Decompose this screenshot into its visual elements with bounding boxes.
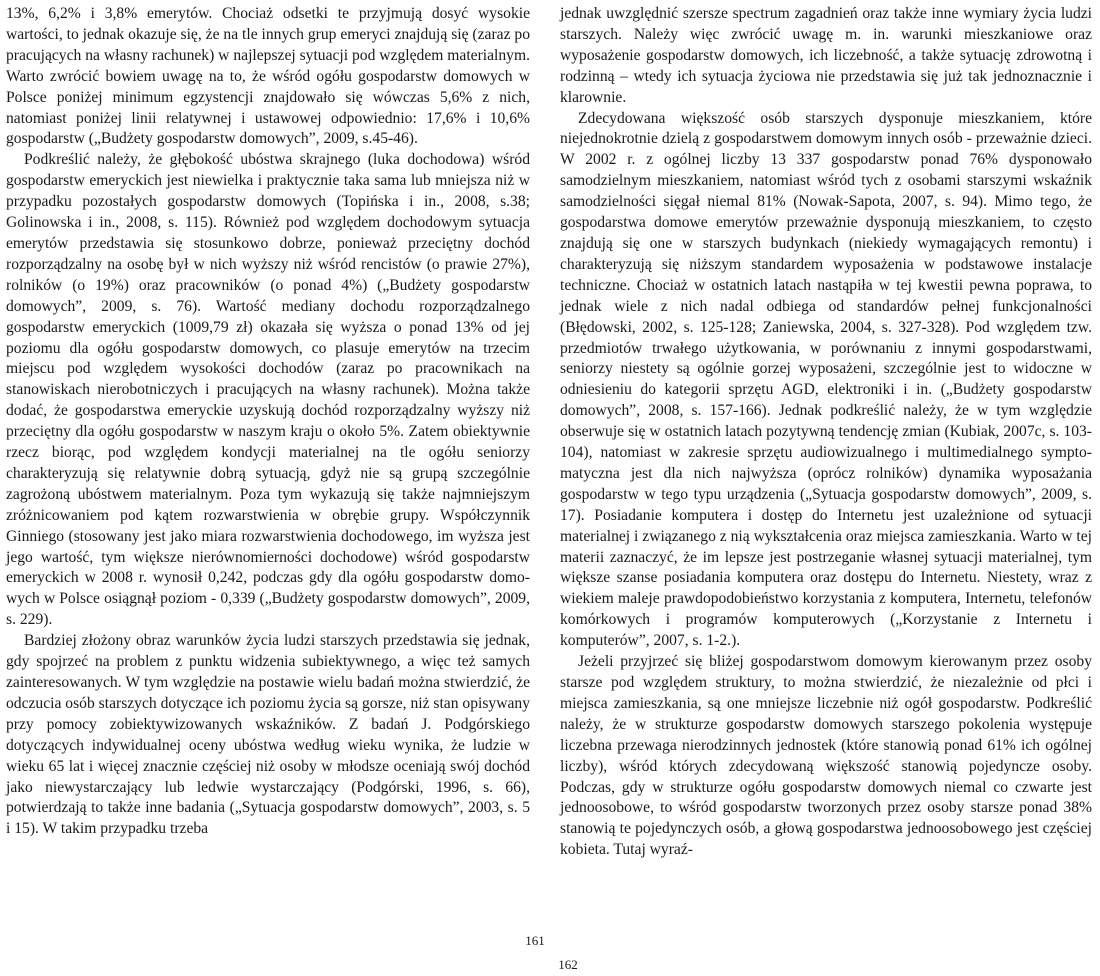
- paragraph: Bardziej złożony obraz warunków życia ludzi starszych przedstawia się jednak, gdy spojrzeć na problem z punktu widzenia subiektywnego, a więc też samych zainteresowanych. W tym względzie na postawie wielu badań można stwierdzić, że odczucia osób starszych dotyczące ich poziomu życia są gorsze, niż stan opisywany przy pomocy zobiektywizowanych wskaźników. Z badań J. Podgórskiego dotyczących indywidualnej oceny ubóstwa według wieku wynika, że ludzie w wieku 65 lat i więcej znacznie częściej niż osoby w młodsze oceniają swój dochód jako niewystarczający lub ledwie wystarczający (Podgórski, 1996, s. 66), potwierdzają to także inne badania („Sytuacja gospodarstw domowych”, 2003, s. 5 i 15). W takim przypadku trzeba: [6, 632, 530, 838]
- left-column: [6, 4, 530, 840]
- page-number-162: 162: [558, 957, 578, 972]
- paragraph: Podkreślić należy, że głębokość ubóstwa skrajnego (luka dochodowa) wśród gospodarstw emeryckich jest niewielka i praktycznie taka sama lub mniejsza niż w przypadku pozostałych gospodarstw domowych (Topińska i in., 2008, s.38; Golinowska i in., 2008, s. 115). Również pod względem dochodowym sytuacja emerytów przedstawia się stosunkowo dobrze, ponieważ przeciętny dochód rozporządzalny na osobę był w nich wyższy niż wśród rencistów (o prawie 27%), rolników (o 19%) oraz pracowników (o ponad 4%) („Budżety gospodarstw domowych”, 2009, s. 76). Wartość mediany dochodu rozporządzalnego gospodarstw emeryckich (1009,79 zł) okazała się wyższa o ponad 13% od jej poziomu dla ogółu gospodarstw domowych, co plasuje emerytów na trzecim miejscu pod względem wysokości dochodów (zaraz po pracownikach na stanowiskach nierobotniczych i pracujących na własny rachunek). Można także dodać, że gospodarstwa emeryckie uzyskują dochód rozporządzalny wyższy niż przeciętny dla ogółu gospodarstw w naszym kraju o około 5%. Zatem obiektywnie rzecz biorąc, pod względem kondycji materialnej na tle ogółu seniorzy charakteryzują się relatywnie dobrą sytuacją, gdyż nie są grupą szczególnie zagrożoną ubóstwem materialnym. Poza tym wykazują się także najmniejszym zróżnicowaniem pod kątem rozwarstwienia w obrębie grupy. Współczynnik Ginniego (stosowany jest jako miara rozwarstwienia dochodowego, im wyższa jest jego wartość, tym większe nierównomierności dochodowe) wśród gospodarstw emeryckich w 2008 r. wynosił 0,242, podczas gdy dla ogółu gospodarstw domowych w Polsce osiągnął poziom - 0,339 („Budżety gospodarstw domowych”, 2009, s. 229).: [6, 151, 530, 629]
- right-column: [560, 4, 1092, 861]
- paragraph-continuation: jednak uwzględnić szersze spectrum zagadnień oraz także inne wymiary życia ludzi starszych. Należy więc zwrócić uwagę m. in. warunki mieszkaniowe oraz wyposażenie gospodarstw domowych, ich liczebność, a także sytuację zdrowotną i rodzinną – wtedy ich sytuacja życiowa nie przedstawia się już tak jednoznacznie i klarownie.: [560, 5, 1092, 106]
- paragraph-continuation: 13%, 6,2% i 3,8% emerytów. Chociaż odsetki te przyjmują dosyć wysokie wartości, to jednak okazuje się, że na tle innych grup emeryci znajdują się (zaraz po pracujących na własny rachunek) w najlepszej sytuacji pod względem materialnym. Warto zwrócić bowiem uwagę na to, że wśród ogółu gospodarstw domowych w Polsce poniżej minimum egzystencji znajdowało się wówczas 5,6% z nich, natomiast poniżej linii relatywnej i ustawowej odpowiednio: 17,6% i 10,6% gospodarstw („Budżety gospodarstw domowych”, 2009, s.45-46).: [6, 5, 530, 148]
- paragraph: Zdecydowana większość osób starszych dysponuje mieszkaniem, które niejednokrotnie dzielą z gospodarstwem domowym innych osób - przeważnie dzieci. W 2002 r. z ogólnej liczby 13 337 gospodarstw ponad 76% dysponowało samodzielnym mieszkaniem, natomiast wśród tych z osobami starszymi wskaźnik samodzielności sięgał niemal 81% (Nowak-Sapota, 2007, s. 94). Mimo tego, że gospodarstwa domowe emerytów przeważnie dysponują mieszkaniem, to często znajdują się one w starszych budynkach (niekiedy wymagających remontu) i charakteryzują się niższym standardem wyposażenia w podstawowe instalacje techniczne. Chociaż w ostatnich latach nastąpiła w tej kwestii pewna poprawa, to jednak wiele z nich nadal odbiega od standardów pełnej funkcjonalności (Błędowski, 2002, s. 125-128; Zaniewska, 2004, s. 327-328). Pod względem tzw. przedmiotów trwałego użytkowania, w porównaniu z innymi gospodarstwami, seniorzy niestety są ogólnie gorzej wyposażeni, szczególnie jest to widoczne w odniesieniu do kategorii sprzętu AGD, elektroniki i in. („Budżety gospodarstw domowych”, 2008, s. 157-166). Jednak podkreślić należy, że w tym względzie obserwuje się w ostatnich latach pozytywną tendencję zmian (Kubiak, 2007c, s. 103-104), natomiast w zakresie sprzętu audiowizualnego i multimedialnego symptomatyczna jest dla nich najwyższa (oprócz rolników) dynamika wyposażania gospodarstw w tego typu urządzenia („Sytuacja gospodarstw domowych”, 2009, s. 17). Posiadanie komputera i dostęp do Internetu jest uzależnione od sytuacji materialnej i związanego z nią wykształcenia oraz miejsca zamieszkania. Warto w tej materii zaznaczyć, że im lepsze jest postrzeganie własnej sytuacji materialnej, tym większe szanse posiadania komputera oraz dostępu do Internetu. Niestety, wraz z wiekiem maleje prawdopodobieństwo korzystania z komputera, Internetu, telefonów komórkowych i programów komputerowych („Korzystanie z Internetu i komputerów”, 2007, s. 1-2.).: [560, 109, 1092, 650]
- paragraph: Jeżeli przyjrzeć się bliżej gospodarstwom domowym kierowanym przez osoby starsze pod względem struktury, to można stwierdzić, że niezależnie od płci i miejsca zamieszkania, są one mniejsze liczebnie niż ogół gospodarstw. Podkreślić należy, że w strukturze gospodarstw domowych starszego pokolenia występuje liczebna przewaga nierodzinnych jednostek (które stanowią ponad 61% ich ogólnej liczby), wśród których zdecydowaną większość stanowią pojedyncze osoby. Podczas, gdy w strukturze ogółu gospodarstw domowych niemal co czwarte jest jednoosobowe, to wśród gospodarstw tworzonych przez osoby starsze ponad 38% stanowią te pojedynczych osób, a głową gospodarstwa jednoosobowego jest częściej kobieta. Tutaj wyraź-: [560, 653, 1092, 859]
- page-number-161: 161: [525, 933, 545, 948]
